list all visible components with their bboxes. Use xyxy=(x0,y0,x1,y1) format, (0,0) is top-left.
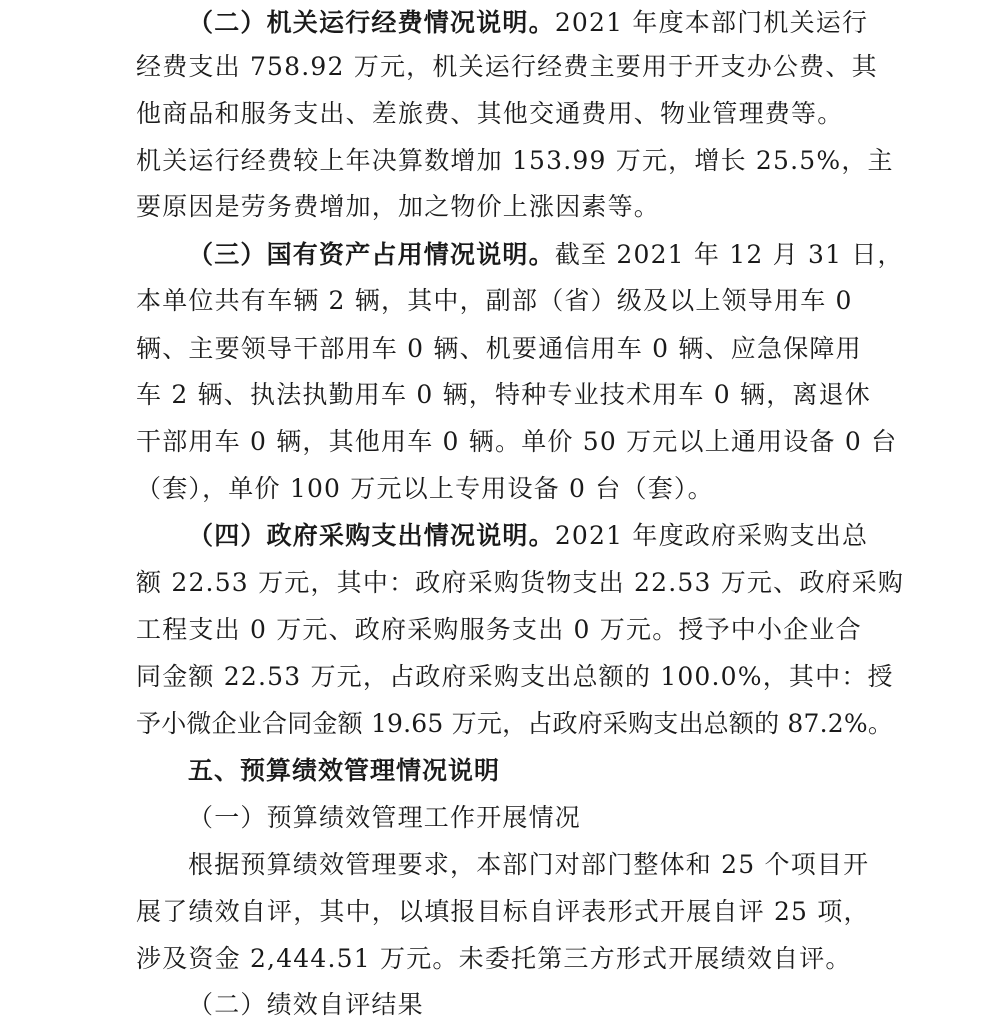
paragraph-line: 车 2 辆、执法执勤用车 0 辆，特种专业技术用车 0 辆，离退休 xyxy=(136,380,872,409)
line-text: 截至 2021 年 12 月 31 日， xyxy=(554,240,904,269)
paragraph-line: 根据预算绩效管理要求，本部门对部门整体和 25 个项目开 xyxy=(188,850,870,879)
paragraph-line: 本单位共有车辆 2 辆，其中，副部（省）级及以上领导用车 0 xyxy=(136,286,853,315)
section-lead: （二）机关运行经费情况说明。 xyxy=(188,8,555,37)
subsection-heading: （二）绩效自评结果 xyxy=(188,990,424,1019)
section-lead: （四）政府采购支出情况说明。 xyxy=(188,521,555,550)
line-text: 2021 年度政府采购支出总 xyxy=(554,521,869,550)
paragraph-line: 要原因是劳务费增加，加之物价上涨因素等。 xyxy=(136,192,661,221)
paragraph-line: 他商品和服务支出、差旅费、其他交通费用、物业管理费等。 xyxy=(136,99,844,128)
paragraph-line: 展了绩效自评，其中，以填报目标自评表形式开展自评 25 项， xyxy=(136,897,870,926)
line-text: 2021 年度本部门机关运行 xyxy=(554,8,869,37)
paragraph-line xyxy=(188,513,948,559)
paragraph-line: 干部用车 0 辆，其他用车 0 辆。单价 50 万元以上通用设备 0 台 xyxy=(136,427,898,456)
section-heading: 五、预算绩效管理情况说明 xyxy=(188,756,501,785)
paragraph-line: 同金额 22.53 万元，占政府采购支出总额的 100.0%，其中：授 xyxy=(136,662,894,691)
paragraph-line xyxy=(188,232,948,278)
paragraph-line xyxy=(188,0,948,46)
paragraph-line: 经费支出 758.92 万元，机关运行经费主要用于开支办公费、其 xyxy=(136,52,878,81)
subsection-heading: （一）预算绩效管理工作开展情况 xyxy=(188,803,582,832)
paragraph-line: 工程支出 0 万元、政府采购服务支出 0 万元。授予中小企业合 xyxy=(136,615,862,644)
paragraph-line: 辆、主要领导干部用车 0 辆、机要通信用车 0 辆、应急保障用 xyxy=(136,334,862,363)
paragraph-line: 涉及资金 2,444.51 万元。未委托第三方形式开展绩效自评。 xyxy=(136,944,852,973)
paragraph-line: 额 22.53 万元，其中：政府采购货物支出 22.53 万元、政府采购 xyxy=(136,568,905,597)
paragraph-line: 机关运行经费较上年决算数增加 153.99 万元，增长 25.5%，主 xyxy=(136,146,894,175)
section-lead: （三）国有资产占用情况说明。 xyxy=(188,240,555,269)
paragraph-line: （套），单价 100 万元以上专用设备 0 台（套）。 xyxy=(136,474,714,503)
paragraph-line: 予小微企业合同金额 19.65 万元，占政府采购支出总额的 87.2%。 xyxy=(136,709,894,738)
